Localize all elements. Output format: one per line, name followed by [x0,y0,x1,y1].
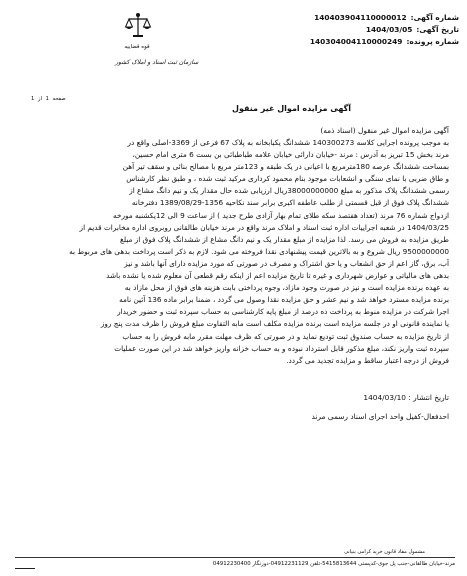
judiciary-title: قوه قضاییه [124,44,150,50]
publication-date: 1404/03/10 [363,392,406,402]
footer-note: مشمول مفاد قانون خرید کرامی بنیانی [344,549,425,555]
notice-line: 1404/03/25 در شعبه اجراییات اداره ثبت اسناد و املاک مرند واقع در مرند خیابان طالقانی روبروی اداره مخابرات قدیم از [79,222,449,232]
notice-line: برنده مزایده مسترد خواهد شد و نیم عشر و حق مزایده نقدا وصول می گردد ، ضمنا برابر ماده 136 آئین نامه [119,295,449,305]
notice-line: یا نماینده قانونی او در جلسه مزایده است برنده مزایده مکلف است مابه التفاوت مبلغ فروش را ظرف مدت پنج روز [100,319,449,329]
organization-name: سازمان ثبت اسناد و املاک کشور [115,59,199,66]
publication-date-row [15,392,449,404]
page-label: صفحه [52,96,66,102]
notice-line: مرند بخش 15 تبریز به آدرس : مرند -خیابان دارائی خیابان علامه طباطبائی بن بست 6 متری امام حسین، [132,150,449,160]
notice-number-row [254,12,459,24]
notice-line: به عهده برنده مزایده است و نیز در صورت وجود مازاد، وجوه پرداختی بابت هزینه های فوق از محل مازاد به [124,283,449,293]
notice-line: سپرده ثبت واریز نکند، مبلغ مذکور قابل استرداد نبوده و به حساب خزانه واریز خواهد شد در این صورت عملیات [114,343,449,353]
notice-line: بدهی های مالیاتی و عوارض شهرداری و غیره تا تاریخ مزایده اعم از اینکه رقم قطعی آن معلوم شده یا نشده باشد [106,271,449,281]
notice-body [15,137,449,367]
notice-line: از تاریخ مزایده به حساب صندوق ثبت تودیع نماید و در صورتی که ظرف مهلت مقرر مابه فروش را به حساب [122,331,449,341]
notice-line: و طاق ضربی با نمای سنگی و انشعابات موجود بنام محمود کرداری مرکید ثبت شده ، و طبق نظر کارشناس [126,174,449,184]
footer-small-divider [15,568,35,569]
notice-number-label: شماره آگهی: [410,13,459,22]
case-number: 140304004110000249 [309,37,403,46]
notice-line: ازدواج شماره 76 مرند (تعداد هفتصد سکه طلای تمام بهار آزادی طرح جدید ) از ساعت 9 الی 12یکشنبه مورخه [113,210,449,220]
notice-line: آب، برق، گاز اعم از حق انشعاب و یا حق اشتراک و مصرف در صورتی که مورد مزایده دارای آنها باشد و نیز [124,258,449,268]
notice-number: 140403904110000012 [314,13,407,22]
publication-label: تاریخ انتشار : [408,392,449,402]
notice-line: 9500000000 ریال شروع و به بالاترین قیمت پیشنهادی نقدا فروخته می شود. لازم به ذکر است پرداخت بدهی های مربوط به [69,246,449,256]
notice-date-row [254,24,459,36]
notice-line: بمساحت ششدانگ عرصه 180مترمربع با اعیانی در یک طبقه و 123متر مربع با مصالح بنائی و سقف تیر آهن [122,162,449,172]
case-number-label: شماره پرونده: [406,37,459,46]
page-of: از [37,96,42,102]
notice-line: اجرا شرکت در مزایده منوط به پرداخت ده درصد از مبلغ پایه کارشناسی به حساب سپرده ثبت و حضور خریدار [117,307,449,317]
notice-date: 1404/03/05 [365,25,413,34]
case-number-row [254,36,459,48]
notice-line: فروش از درجه اعتبار ساقط و مزایده تجدید می گردد. [286,355,449,365]
issuer-signature: احدفعال-کفیل واحد اجرای اسناد رسمی مرند [311,411,449,421]
notice-line: طریق مزایده به فروش می رسد. لذا مزایده از مبلغ مقدار یک و نیم دانگ مشاع از ششدانگ پلاک فوق از مبلغ [119,234,449,244]
page-total: 1 [31,96,35,102]
footer-address: مرند-خیابان طالقانی-جنب پل جوی-کدپستی 5415813644-تلفن 04912231129-دورنگار 04912230400 [212,561,455,567]
notice-line: به موجب پرونده اجرایی کلاسه 140300273 ششدانگ یکبابخانه به پلاک 67 فرعی از 3369-اصلی واقع در [127,138,449,147]
notice-metadata [254,12,459,48]
judiciary-emblem-icon [124,12,152,39]
footer-divider [15,557,455,558]
notice-title: آگهی مزایده اموال غیر منقول [232,104,351,113]
notice-line: رسمی ششدانگ پلاک مذکور به مبلغ 38000000000ریال ارزیابی شده حال مقدار یک و نیم دانگ مشاع از [129,186,449,196]
notice-intro: آگهی مزایده اموال غیر منقول (اسناد ذمه) [320,126,449,135]
notice-content [15,98,449,423]
notice-date-label: تاریخ آگهی: [416,25,459,34]
notice-line: ششدانگ پلاک فوق از قبل قسمتی از طلب عاطفه اکبری برابر سند نکاحیه 1356-1389/08/29 دفترخانه [131,198,449,208]
page-current: 1 [45,96,49,102]
